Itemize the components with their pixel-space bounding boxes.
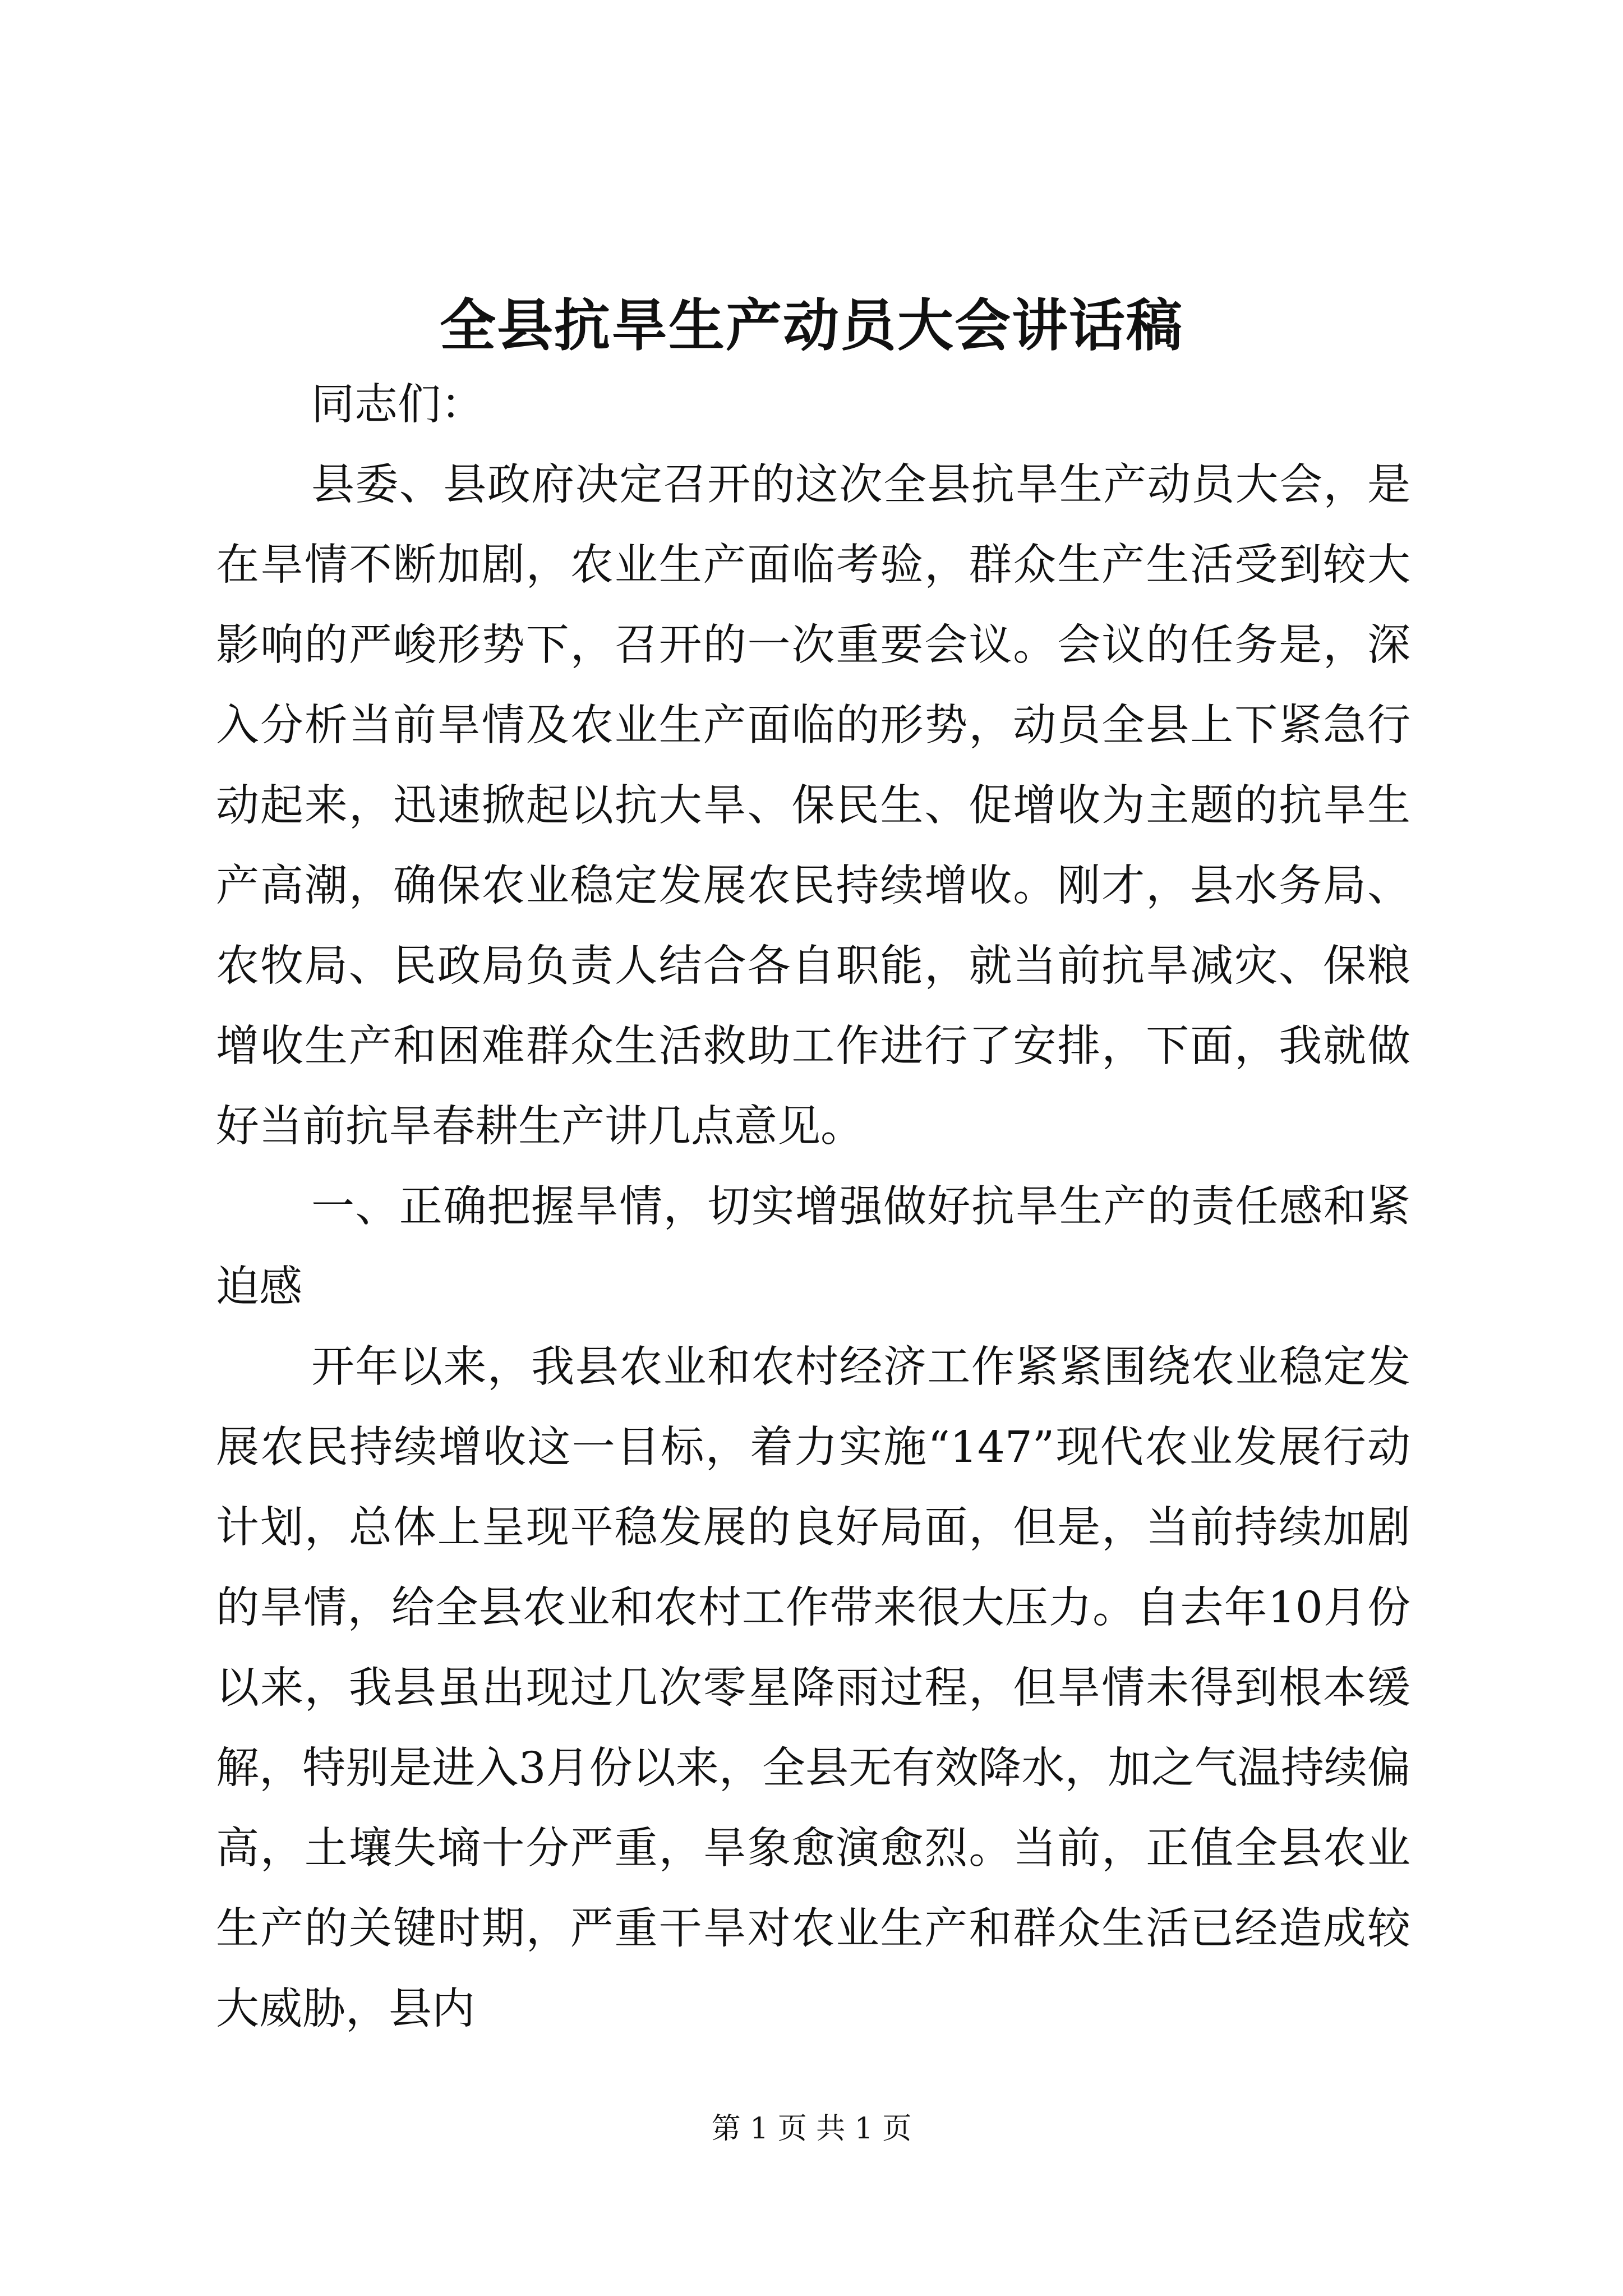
page-title: 全县抗旱生产动员大会讲话稿 [440,292,1183,358]
section-heading: 一、正确把握旱情，切实增强做好抗旱生产的责任感和紧迫感 [216,1182,1410,1312]
page-footer: 第 1 页 共 1 页 [711,2112,912,2146]
paragraph-drought: 开年以来，我县农业和农村经济工作紧紧围绕农业稳定发展农民持续增收这一目标，着力实施“147”现代农业发展行动计划，总体上呈现平稳发展的良好局面，但是，当前持续加剧的旱情，给全县农业和农村工作带来很大压力。自去年10月份以来，我县虽出现过几次零星降雨过程，但旱情未得到根本缓解，特别是进入3月份以来，全县无有效降水，加之气温持续偏高，土壤失墒十分严重，旱象愈演愈烈。当前，正值全县农业生产的关键时期，严重干旱对农业生产和群众生活已经造成较大威胁，县内 [216,1342,1410,2034]
document-body [216,365,1410,2049]
paragraph-intro: 县委、县政府决定召开的这次全县抗旱生产动员大会，是在旱情不断加剧，农业生产面临考验，群众生产生活受到较大影响的严峻形势下，召开的一次重要会议。会议的任务是，深入分析当前旱情及农业生产面临的形势，动员全县上下紧急行动起来，迅速掀起以抗大旱、保民生、促增收为主题的抗旱生产高潮，确保农业稳定发展农民持续增收。刚才，县水务局、农牧局、民政局负责人结合各自职能，就当前抗旱减灾、保粮增收生产和困难群众生活救助工作进行了安排，下面，我就做好当前抗旱春耕生产讲几点意见。 [216,460,1410,1152]
greeting: 同志们： [311,380,484,430]
